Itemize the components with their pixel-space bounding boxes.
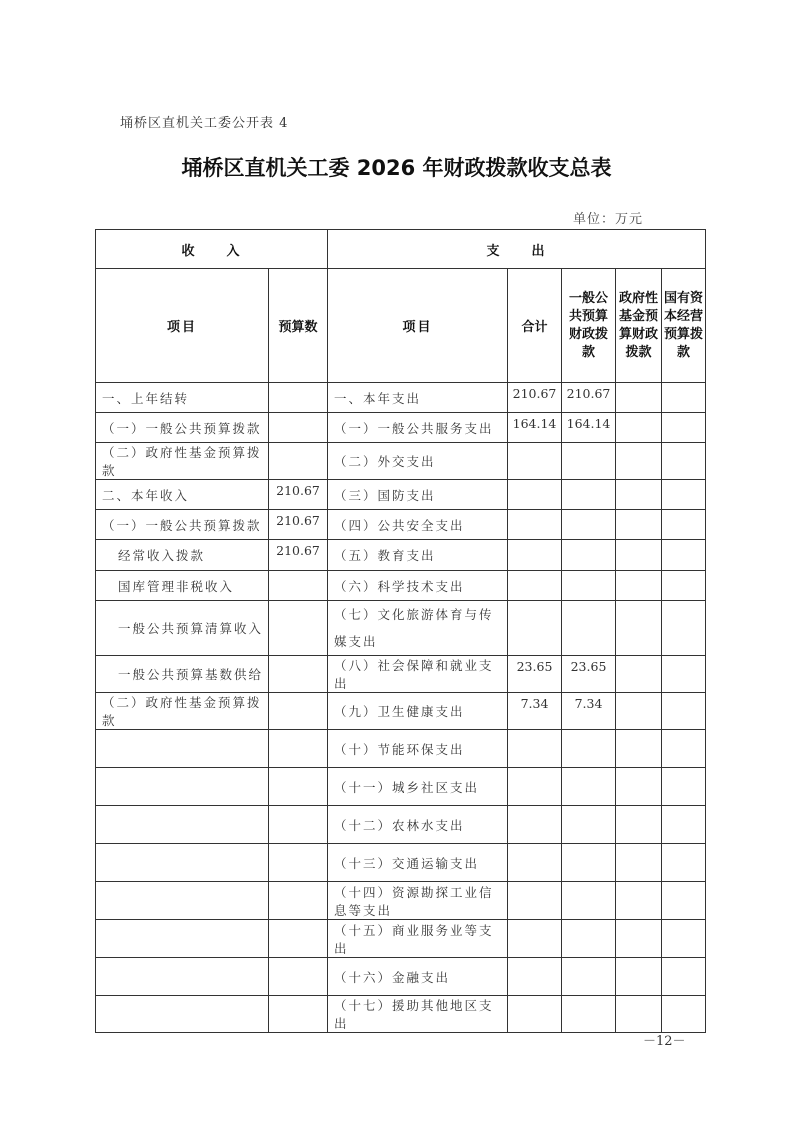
income-item: 一、上年结转 (96, 383, 269, 413)
income-budget (269, 693, 328, 730)
general-budget-value (562, 443, 616, 480)
income-budget (269, 768, 328, 806)
gov-fund-value (616, 540, 662, 571)
unit-label: 单位：万元 (573, 212, 644, 227)
general-budget-value: 7.34 (562, 693, 616, 730)
income-item-header: 项目 (96, 269, 269, 383)
expense-total (508, 768, 562, 806)
expense-item: （十一）城乡社区支出 (328, 768, 508, 806)
expense-total (508, 882, 562, 920)
gov-fund-value (616, 730, 662, 768)
table-row (96, 601, 706, 656)
income-item (96, 958, 269, 996)
expense-item: （十）节能环保支出 (328, 730, 508, 768)
gov-fund-value (616, 882, 662, 920)
state-capital-value (662, 844, 706, 882)
general-budget-value (562, 540, 616, 571)
general-budget-value: 210.67 (562, 383, 616, 413)
expense-total (508, 920, 562, 958)
general-budget-value (562, 571, 616, 601)
income-item: （二）政府性基金预算拨款 (96, 443, 269, 480)
expense-total: 7.34 (508, 693, 562, 730)
income-budget (269, 882, 328, 920)
expense-total: 23.65 (508, 656, 562, 693)
table-row (96, 413, 706, 443)
expense-item: （十七）援助其他地区支出 (328, 996, 508, 1033)
state-capital-value (662, 882, 706, 920)
expense-item-header: 项目 (328, 269, 508, 383)
income-item (96, 768, 269, 806)
general-budget-value (562, 510, 616, 540)
income-item: 二、本年收入 (96, 480, 269, 510)
general-budget-value (562, 480, 616, 510)
income-item (96, 844, 269, 882)
expense-total (508, 540, 562, 571)
state-capital-value (662, 413, 706, 443)
table-row (96, 958, 706, 996)
general-budget-value (562, 996, 616, 1033)
gov-fund-header: 政府性基金预算财政拨款 (616, 269, 662, 383)
expense-total (508, 958, 562, 996)
gov-fund-value (616, 510, 662, 540)
gov-fund-value (616, 844, 662, 882)
expense-total (508, 480, 562, 510)
table-row (96, 882, 706, 920)
budget-table (95, 229, 706, 1033)
income-item: 一般公共预算基数供给 (96, 656, 269, 693)
state-capital-header: 国有资本经营预算拨款 (662, 269, 706, 383)
table-row (96, 510, 706, 540)
table-row (96, 693, 706, 730)
state-capital-value (662, 383, 706, 413)
income-budget (269, 571, 328, 601)
table-row (96, 571, 706, 601)
expense-item: （十四）资源勘探工业信息等支出 (328, 882, 508, 920)
expense-item: （六）科学技术支出 (328, 571, 508, 601)
table-row (96, 806, 706, 844)
state-capital-value (662, 656, 706, 693)
general-budget-value (562, 920, 616, 958)
gov-fund-value (616, 920, 662, 958)
expense-item: （十五）商业服务业等支出 (328, 920, 508, 958)
income-header: 收 入 (96, 230, 328, 269)
expense-total: 164.14 (508, 413, 562, 443)
income-budget: 210.67 (269, 480, 328, 510)
state-capital-value (662, 996, 706, 1033)
general-budget-header: 一般公共预算财政拨款 (562, 269, 616, 383)
expense-item: （二）外交支出 (328, 443, 508, 480)
general-budget-value: 164.14 (562, 413, 616, 443)
general-budget-value (562, 768, 616, 806)
gov-fund-value (616, 806, 662, 844)
income-budget (269, 601, 328, 656)
expense-item: （五）教育支出 (328, 540, 508, 571)
state-capital-value (662, 480, 706, 510)
expense-item: （四）公共安全支出 (328, 510, 508, 540)
income-item: 国库管理非税收入 (96, 571, 269, 601)
state-capital-value (662, 510, 706, 540)
income-budget (269, 958, 328, 996)
income-item: （二）政府性基金预算拨款 (96, 693, 269, 730)
income-item: 一般公共预算清算收入 (96, 601, 269, 656)
gov-fund-value (616, 656, 662, 693)
expense-total (508, 601, 562, 656)
income-budget (269, 920, 328, 958)
expense-item: （三）国防支出 (328, 480, 508, 510)
expense-item: （八）社会保障和就业支出 (328, 656, 508, 693)
expense-total (508, 806, 562, 844)
table-row (96, 996, 706, 1033)
general-budget-value (562, 730, 616, 768)
income-budget (269, 413, 328, 443)
state-capital-value (662, 540, 706, 571)
income-item (96, 806, 269, 844)
expense-total (508, 571, 562, 601)
income-budget: 210.67 (269, 510, 328, 540)
expense-item: （七）文化旅游体育与传媒支出 (328, 601, 508, 656)
income-budget (269, 656, 328, 693)
gov-fund-value (616, 383, 662, 413)
gov-fund-value (616, 693, 662, 730)
table-row (96, 730, 706, 768)
expense-item: （十六）金融支出 (328, 958, 508, 996)
state-capital-value (662, 571, 706, 601)
expense-item: （一）一般公共服务支出 (328, 413, 508, 443)
expense-total (508, 844, 562, 882)
income-item: （一）一般公共预算拨款 (96, 413, 269, 443)
expense-total (508, 510, 562, 540)
table-row (96, 844, 706, 882)
state-capital-value (662, 806, 706, 844)
state-capital-value (662, 443, 706, 480)
general-budget-value (562, 806, 616, 844)
general-budget-value (562, 882, 616, 920)
income-budget (269, 443, 328, 480)
expense-total (508, 443, 562, 480)
expense-item: （十三）交通运输支出 (328, 844, 508, 882)
income-budget: 210.67 (269, 540, 328, 571)
gov-fund-value (616, 480, 662, 510)
expense-header: 支 出 (328, 230, 706, 269)
income-budget (269, 806, 328, 844)
table-row (96, 656, 706, 693)
expense-item: （九）卫生健康支出 (328, 693, 508, 730)
gov-fund-value (616, 601, 662, 656)
gov-fund-value (616, 443, 662, 480)
general-budget-value (562, 958, 616, 996)
table-row (96, 768, 706, 806)
document-label: 埇桥区直机关工委公开表 4 (120, 116, 289, 131)
gov-fund-value (616, 413, 662, 443)
expense-total: 210.67 (508, 383, 562, 413)
table-row (96, 480, 706, 510)
income-item (96, 730, 269, 768)
general-budget-value (562, 844, 616, 882)
income-budget-header: 预算数 (269, 269, 328, 383)
table-row (96, 443, 706, 480)
page-title: 埇桥区直机关工委 2026 年财政拨款收支总表 (181, 156, 612, 180)
general-budget-value (562, 601, 616, 656)
table-row (96, 383, 706, 413)
gov-fund-value (616, 768, 662, 806)
table-row (96, 540, 706, 571)
income-item: 经常收入拨款 (96, 540, 269, 571)
income-item: （一）一般公共预算拨款 (96, 510, 269, 540)
income-budget (269, 844, 328, 882)
table-row (96, 920, 706, 958)
income-item (96, 920, 269, 958)
state-capital-value (662, 601, 706, 656)
expense-total (508, 996, 562, 1033)
expense-item: （十二）农林水支出 (328, 806, 508, 844)
income-item (96, 996, 269, 1033)
state-capital-value (662, 730, 706, 768)
general-budget-value: 23.65 (562, 656, 616, 693)
state-capital-value (662, 693, 706, 730)
income-item (96, 882, 269, 920)
state-capital-value (662, 768, 706, 806)
state-capital-value (662, 958, 706, 996)
expense-total (508, 730, 562, 768)
income-budget (269, 996, 328, 1033)
income-budget (269, 730, 328, 768)
total-header: 合计 (508, 269, 562, 383)
gov-fund-value (616, 571, 662, 601)
expense-item: 一、本年支出 (328, 383, 508, 413)
gov-fund-value (616, 958, 662, 996)
income-budget (269, 383, 328, 413)
page-number: －12－ (643, 1034, 686, 1049)
gov-fund-value (616, 996, 662, 1033)
state-capital-value (662, 920, 706, 958)
